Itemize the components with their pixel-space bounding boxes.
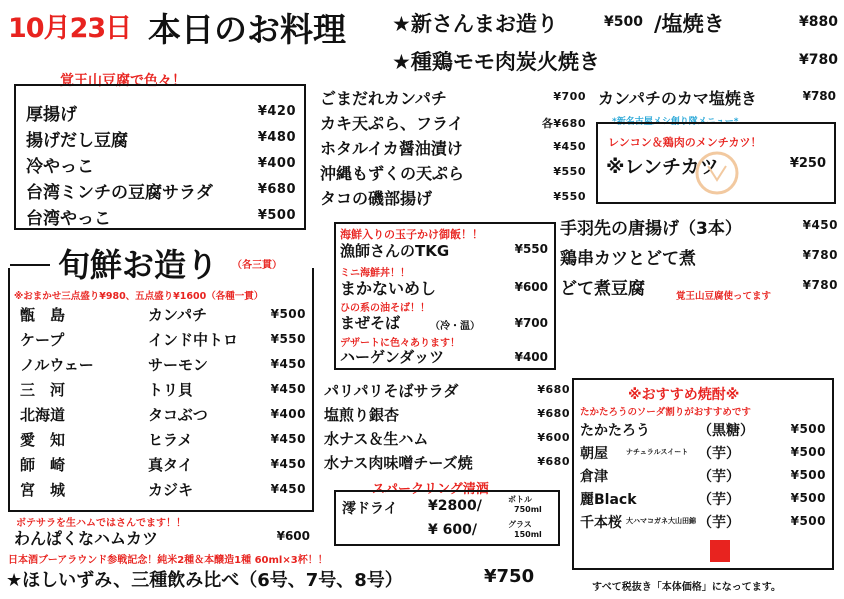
middle-item-price: ¥550 <box>553 190 586 203</box>
special-chicken <box>392 46 838 76</box>
page-title: 本日のお料理 <box>148 10 346 49</box>
tofu-item <box>26 126 296 150</box>
shochu-price: ¥500 <box>790 491 826 505</box>
sake-note: 日本酒ブーアラウンド参戦記念！純米2種＆本醸造1種 60ml×3杯！！ <box>8 555 328 566</box>
special-sanma <box>392 8 838 38</box>
special-chicken-name: ★種鶏モモ肉炭火焼き <box>392 50 600 74</box>
tofu-title: 覚王山豆腐で色々！ <box>60 73 186 89</box>
sashimi-price: ¥550 <box>270 332 306 346</box>
sashimi-item <box>20 379 306 403</box>
bottle-label: ボトル <box>508 495 532 504</box>
brand-seal <box>710 540 730 562</box>
special-sanma-alt-name: /塩焼き <box>654 12 725 36</box>
middle-item-name: ホタルイカ醤油漬け <box>320 139 463 158</box>
salad-item-name: 水ナス＆生ハム <box>324 430 429 448</box>
middle-item-price: ¥700 <box>553 90 586 103</box>
right-mid-item-price: ¥780 <box>802 248 838 262</box>
sashimi-price: ¥450 <box>270 432 306 446</box>
ham-name: わんぱくなハムカツ <box>14 529 159 548</box>
sashimi-price: ¥500 <box>270 307 306 321</box>
sparkling-title: スパークリング清酒 <box>372 482 489 497</box>
shochu-price: ¥500 <box>790 422 826 436</box>
kama-row <box>598 86 836 112</box>
sashimi-rule-left <box>10 264 50 266</box>
sashimi-fish: カンパチ <box>148 306 207 324</box>
mazesoba-name: まぜそば <box>340 314 401 332</box>
sashimi-price: ¥450 <box>270 482 306 496</box>
right-mid-item-price: ¥450 <box>802 218 838 232</box>
middle-item-price: ¥450 <box>553 140 586 153</box>
salad-item <box>324 404 570 428</box>
plate-illustration <box>694 150 740 196</box>
shochu-item <box>580 489 826 513</box>
sashimi-title-note: （各三貫） <box>232 260 282 271</box>
sashimi-origin: ケープ <box>20 331 65 349</box>
sake-name: ★ほしいずみ、三種飲み比べ（6号、7号、8号） <box>6 570 403 591</box>
ham-price: ¥600 <box>276 529 310 543</box>
sparkling-box <box>334 490 560 546</box>
tkg-name: 漁師さんのTKG <box>340 242 450 260</box>
shochu-kind: （芋） <box>698 492 740 508</box>
haagen-price: ¥400 <box>514 350 548 364</box>
sashimi-fish: サーモン <box>148 356 209 374</box>
special-sanma-price: ¥500 <box>604 14 643 30</box>
kama-price: ¥780 <box>802 89 836 103</box>
kama-name: カンパチのカマ塩焼き <box>598 89 757 108</box>
salad-item <box>324 452 570 476</box>
middle-item <box>320 136 586 160</box>
shochu-price: ¥500 <box>790 468 826 482</box>
doteni-note: 覚王山豆腐使ってます <box>676 291 772 302</box>
sashimi-item <box>20 354 306 378</box>
right-mid-item <box>560 214 838 242</box>
sake-row <box>6 566 566 592</box>
salad-item <box>324 380 570 404</box>
sashimi-fish: カジキ <box>148 481 194 499</box>
shochu-name: 朝屋 <box>580 446 608 462</box>
tofu-item-name: 台湾やっこ <box>26 209 111 229</box>
salad-item-name: 水ナス肉味噌チーズ焼 <box>324 454 473 472</box>
glass-size: 150ml <box>514 530 542 539</box>
sashimi-item <box>20 454 306 478</box>
salad-item-name: 塩煎り銀杏 <box>324 406 400 424</box>
tofu-item-price: ¥500 <box>257 208 296 223</box>
menchi-name: ※レンチカツ <box>606 156 719 178</box>
sashimi-origin: 愛 知 <box>20 431 66 449</box>
tofu-item-name: 冷やっこ <box>26 157 94 177</box>
sashimi-note: ※おまかせ三点盛り¥980、五点盛り¥1600（各種一貫） <box>14 291 264 302</box>
shochu-sub: 大ハマコガネ大山田錦 <box>626 517 696 525</box>
rice-note-4: デザートに色々あります！ <box>340 338 460 349</box>
sashimi-fish: トリ貝 <box>148 381 194 399</box>
shochu-box <box>572 378 834 570</box>
ham-row <box>14 526 310 548</box>
sparkling-price-bottle: ¥2800/ <box>428 498 482 514</box>
shochu-name: 倉津 <box>580 469 608 485</box>
middle-item-name: タコの磯部揚げ <box>320 189 433 208</box>
tofu-box <box>14 84 306 230</box>
sashimi-fish: タコぶつ <box>148 406 208 424</box>
date-label: 10月23日 <box>8 13 132 44</box>
shochu-sub: ナチュラルスイート <box>626 448 689 456</box>
ham-note: ボテサラを生ハムではさんでます！！ <box>16 518 186 529</box>
middle-menu <box>320 86 586 216</box>
sake-price: ¥750 <box>484 566 535 587</box>
middle-item-price: ¥550 <box>553 165 586 178</box>
shochu-name: 千本桜 <box>580 515 622 531</box>
shochu-item <box>580 466 826 490</box>
salad-menu <box>324 380 570 480</box>
middle-item <box>320 161 586 185</box>
tofu-item <box>26 152 296 176</box>
right-mid-item <box>560 244 838 272</box>
rice-note-3: ひの系の油そば！！ <box>340 303 430 314</box>
sashimi-item <box>20 404 306 428</box>
shochu-name: たかたろう <box>580 423 650 439</box>
sashimi-price: ¥450 <box>270 382 306 396</box>
shochu-footer: すべて税抜き「本体価格」になってます。 <box>592 582 781 593</box>
tkg-price: ¥550 <box>514 242 548 256</box>
sashimi-fish: 真タイ <box>148 456 193 474</box>
tofu-item-price: ¥420 <box>257 104 296 119</box>
sashimi-origin: 甑 島 <box>20 306 66 324</box>
sashimi-fish: ヒラメ <box>148 431 193 449</box>
tofu-item-price: ¥680 <box>257 182 296 197</box>
menchi-price: ¥250 <box>789 156 826 171</box>
sashimi-item <box>20 479 306 503</box>
salad-item-price: ¥680 <box>537 407 570 420</box>
shochu-note: たかたろうのソーダ割りがおすすめです <box>580 407 751 418</box>
middle-item-name: ごまだれカンパチ <box>320 89 447 108</box>
meshi-header: *新名古屋メシ創り隊メニュー* <box>612 117 739 127</box>
tofu-item <box>26 178 296 202</box>
sashimi-origin: 北海道 <box>20 406 66 424</box>
sparkling-name: 澪ドライ <box>342 501 398 517</box>
haagen-name: ハーゲンダッツ <box>340 348 445 366</box>
tofu-item-price: ¥400 <box>257 156 296 171</box>
middle-item <box>320 86 586 110</box>
special-sanma-name: ★新さんまお造り <box>392 12 558 36</box>
rice-box <box>334 222 556 370</box>
sashimi-price: ¥450 <box>270 457 306 471</box>
shochu-item <box>580 512 826 536</box>
right-mid-item-name: どて煮豆腐 <box>560 279 645 299</box>
sashimi-title: 旬鮮お造り <box>58 246 219 284</box>
sashimi-origin: 宮 城 <box>20 481 66 499</box>
sparkling-price-glass: ¥ 600/ <box>428 522 477 538</box>
rice-note-1: 海鮮入りの玉子かけ御飯！！ <box>340 228 483 241</box>
right-mid-item-price: ¥780 <box>802 278 838 292</box>
special-sanma-alt-price: ¥880 <box>799 14 838 30</box>
shochu-name: 麗Black <box>580 492 637 508</box>
tofu-item-name: 台湾ミンチの豆腐サラダ <box>26 183 213 203</box>
tofu-item-price: ¥480 <box>257 130 296 145</box>
sashimi-origin: 三 河 <box>20 381 66 399</box>
shochu-price: ¥500 <box>790 514 826 528</box>
salad-item-name: パリパリそばサラダ <box>324 382 459 400</box>
right-mid-item-name: 鶏串カツとどて煮 <box>560 249 696 269</box>
menchi-box <box>596 122 836 204</box>
shochu-item <box>580 420 826 444</box>
sashimi-box <box>8 268 314 512</box>
sashimi-item <box>20 304 306 328</box>
mazesoba-sub: （冷・温） <box>430 321 480 332</box>
sashimi-origin: ノルウェー <box>20 356 94 374</box>
menchi-note: レンコン＆鶏肉のメンチカツ！ <box>608 136 762 149</box>
middle-item <box>320 186 586 210</box>
right-mid-item-name: 手羽先の唐揚げ（3本） <box>560 219 742 239</box>
rice-note-2: ミニ海鮮丼！！ <box>340 268 410 279</box>
middle-item-name: 沖縄もずくの天ぷら <box>320 164 465 183</box>
middle-item-price: 各¥680 <box>541 117 586 130</box>
makanai-price: ¥600 <box>514 280 548 294</box>
tofu-item <box>26 204 296 228</box>
mazesoba-price: ¥700 <box>514 316 548 330</box>
middle-item <box>320 111 586 135</box>
sashimi-price: ¥400 <box>270 407 306 421</box>
tofu-item-name: 揚げだし豆腐 <box>26 131 128 151</box>
shochu-price: ¥500 <box>790 445 826 459</box>
sashimi-origin: 師 崎 <box>20 456 66 474</box>
shochu-kind: （黒糖） <box>698 423 754 439</box>
salad-item-price: ¥600 <box>537 431 570 444</box>
shochu-kind: （芋） <box>698 446 740 462</box>
shochu-kind: （芋） <box>698 469 740 485</box>
special-chicken-price: ¥780 <box>799 52 838 68</box>
makanai-name: まかないめし <box>340 279 437 298</box>
glass-label: グラス <box>508 520 532 529</box>
bottle-size: 750ml <box>514 505 542 514</box>
shochu-item <box>580 443 826 467</box>
shochu-title: ※おすすめ焼酎※ <box>628 387 740 403</box>
sashimi-price: ¥450 <box>270 357 306 371</box>
salad-item <box>324 428 570 452</box>
shochu-kind: （芋） <box>698 515 740 531</box>
tofu-item <box>26 100 296 124</box>
salad-item-price: ¥680 <box>537 455 570 468</box>
sashimi-fish: インド中トロ <box>148 331 239 349</box>
sashimi-item <box>20 429 306 453</box>
sashimi-item <box>20 329 306 353</box>
middle-item-name: カキ天ぷら、フライ <box>320 114 464 133</box>
salad-item-price: ¥680 <box>537 383 570 396</box>
tofu-item-name: 厚揚げ <box>26 105 77 125</box>
